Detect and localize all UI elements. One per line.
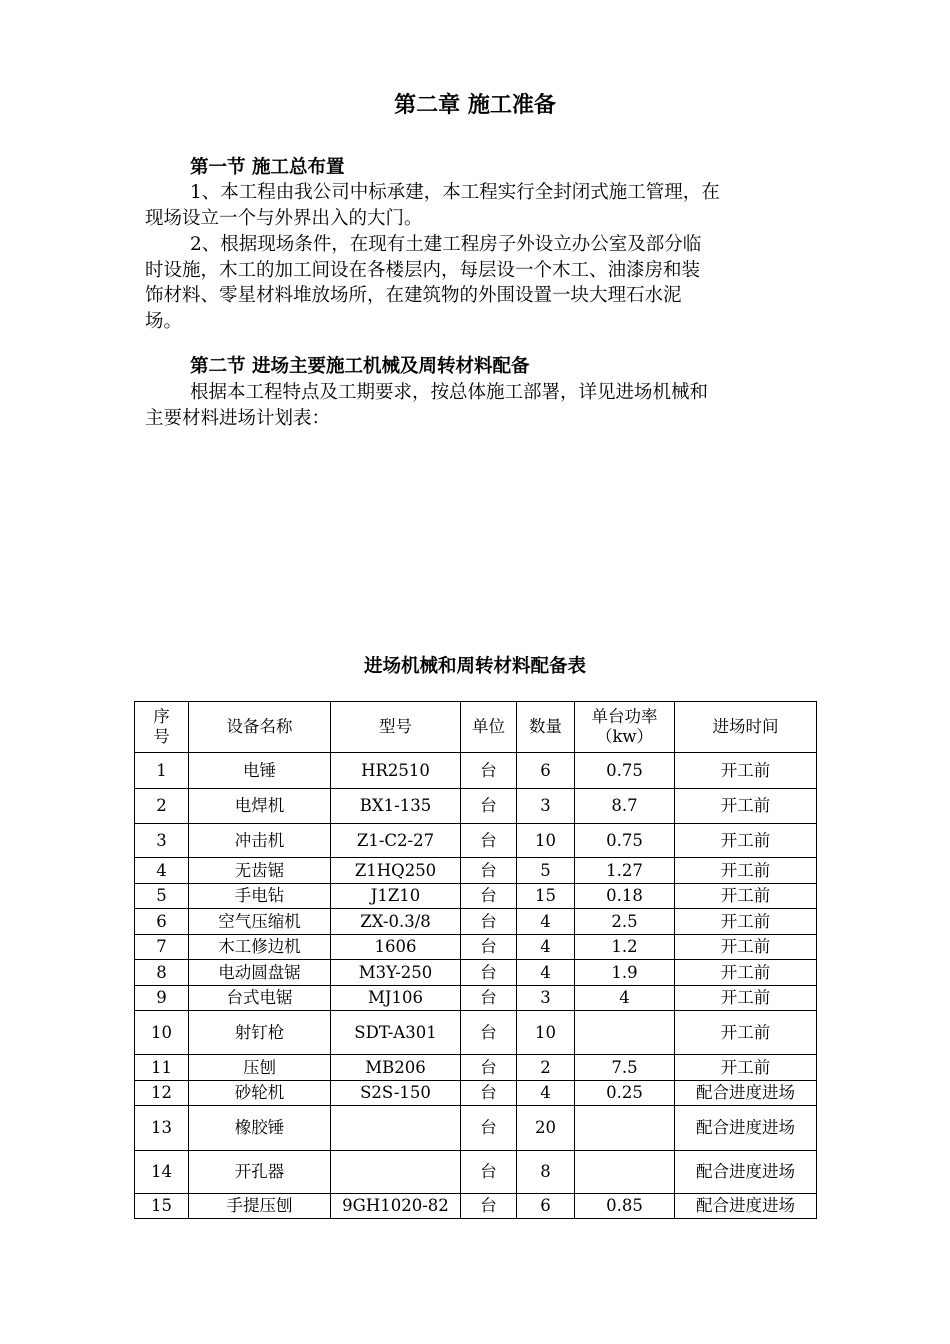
cell-model: ZX-0.3/8 [331, 909, 461, 935]
cell-index: 7 [135, 935, 189, 960]
header-quantity: 数量 [517, 702, 575, 753]
table-row [135, 1194, 817, 1219]
cell-unit: 台 [461, 858, 517, 884]
cell-entry-time: 开工前 [675, 1055, 817, 1081]
cell-entry-time: 开工前 [675, 858, 817, 884]
cell-model: SDT-A301 [331, 1011, 461, 1055]
section1-line-4: 时设施，木工的加工间设在各楼层内，每层设一个木工、油漆房和装 [145, 260, 701, 281]
cell-entry-time: 开工前 [675, 884, 817, 909]
table-row [135, 1151, 817, 1194]
table-row [135, 1081, 817, 1106]
cell-quantity: 15 [517, 884, 575, 909]
cell-power: 0.85 [575, 1194, 675, 1219]
cell-quantity: 4 [517, 935, 575, 960]
cell-name: 手提压刨 [189, 1194, 331, 1219]
table-row [135, 824, 817, 858]
cell-model: MJ106 [331, 986, 461, 1011]
cell-name: 射钉枪 [189, 1011, 331, 1055]
cell-unit: 台 [461, 824, 517, 858]
cell-power: 0.25 [575, 1081, 675, 1106]
cell-index: 10 [135, 1011, 189, 1055]
header-index: 序号 [135, 702, 189, 753]
cell-index: 5 [135, 884, 189, 909]
cell-quantity: 20 [517, 1106, 575, 1151]
cell-index: 12 [135, 1081, 189, 1106]
cell-unit: 台 [461, 960, 517, 986]
cell-model: Z1HQ250 [331, 858, 461, 884]
cell-name: 台式电锯 [189, 986, 331, 1011]
cell-quantity: 4 [517, 960, 575, 986]
table-row [135, 1106, 817, 1151]
cell-quantity: 2 [517, 1055, 575, 1081]
cell-entry-time: 配合进度进场 [675, 1081, 817, 1106]
cell-unit: 台 [461, 753, 517, 789]
cell-unit: 台 [461, 1106, 517, 1151]
cell-name: 空气压缩机 [189, 909, 331, 935]
cell-model: 1606 [331, 935, 461, 960]
cell-name: 开孔器 [189, 1151, 331, 1194]
cell-entry-time: 开工前 [675, 909, 817, 935]
cell-entry-time: 开工前 [675, 986, 817, 1011]
header-power: 单台功率（kw） [575, 702, 675, 753]
table-row [135, 1055, 817, 1081]
cell-index: 6 [135, 909, 189, 935]
cell-unit: 台 [461, 884, 517, 909]
cell-quantity: 6 [517, 753, 575, 789]
section1-heading: 第一节 施工总布置 [190, 157, 345, 178]
cell-entry-time: 开工前 [675, 1011, 817, 1055]
cell-quantity: 5 [517, 858, 575, 884]
cell-name: 压刨 [189, 1055, 331, 1081]
table-row [135, 753, 817, 789]
cell-unit: 台 [461, 789, 517, 824]
section2-line-2: 主要材料进场计划表： [145, 408, 331, 429]
section2-heading: 第二节 进场主要施工机械及周转材料配备 [190, 356, 530, 377]
equipment-table [134, 701, 817, 1219]
cell-name: 橡胶锤 [189, 1106, 331, 1151]
cell-unit: 台 [461, 909, 517, 935]
table-row [135, 909, 817, 935]
section2-line-1: 根据本工程特点及工期要求，按总体施工部署，详见进场机械和 [190, 382, 709, 403]
table-row [135, 935, 817, 960]
cell-power: 2.5 [575, 909, 675, 935]
cell-quantity: 4 [517, 909, 575, 935]
cell-index: 14 [135, 1151, 189, 1194]
chapter-title: 第二章 施工准备 [394, 93, 556, 118]
cell-name: 电动圆盘锯 [189, 960, 331, 986]
cell-index: 1 [135, 753, 189, 789]
cell-model: Z1-C2-27 [331, 824, 461, 858]
cell-power: 7.5 [575, 1055, 675, 1081]
table-row [135, 1011, 817, 1055]
cell-name: 木工修边机 [189, 935, 331, 960]
cell-quantity: 6 [517, 1194, 575, 1219]
cell-entry-time: 配合进度进场 [675, 1106, 817, 1151]
cell-quantity: 3 [517, 789, 575, 824]
section1-line-2: 现场设立一个与外界出入的大门。 [145, 208, 423, 229]
cell-power [575, 1011, 675, 1055]
cell-power [575, 1106, 675, 1151]
cell-quantity: 10 [517, 824, 575, 858]
cell-model: MB206 [331, 1055, 461, 1081]
cell-name: 电焊机 [189, 789, 331, 824]
cell-entry-time: 开工前 [675, 960, 817, 986]
section1-line-6: 场。 [145, 311, 183, 332]
cell-model: M3Y-250 [331, 960, 461, 986]
table-row [135, 960, 817, 986]
cell-unit: 台 [461, 1081, 517, 1106]
cell-power: 8.7 [575, 789, 675, 824]
cell-name: 砂轮机 [189, 1081, 331, 1106]
cell-unit: 台 [461, 1055, 517, 1081]
cell-unit: 台 [461, 935, 517, 960]
cell-quantity: 10 [517, 1011, 575, 1055]
cell-index: 8 [135, 960, 189, 986]
cell-power: 1.9 [575, 960, 675, 986]
cell-quantity: 4 [517, 1081, 575, 1106]
cell-index: 2 [135, 789, 189, 824]
cell-power: 0.75 [575, 824, 675, 858]
cell-model [331, 1151, 461, 1194]
table-title: 进场机械和周转材料配备表 [363, 656, 586, 677]
cell-index: 15 [135, 1194, 189, 1219]
cell-index: 13 [135, 1106, 189, 1151]
cell-power [575, 1151, 675, 1194]
cell-index: 4 [135, 858, 189, 884]
cell-power: 4 [575, 986, 675, 1011]
cell-quantity: 8 [517, 1151, 575, 1194]
section1-line-1: 1、本工程由我公司中标承建，本工程实行全封闭式施工管理，在 [190, 182, 720, 203]
cell-entry-time: 开工前 [675, 824, 817, 858]
cell-entry-time: 配合进度进场 [675, 1194, 817, 1219]
table-row [135, 789, 817, 824]
cell-quantity: 3 [517, 986, 575, 1011]
cell-model: HR2510 [331, 753, 461, 789]
cell-entry-time: 开工前 [675, 935, 817, 960]
cell-name: 无齿锯 [189, 858, 331, 884]
section1-line-3: 2、根据现场条件，在现有土建工程房子外设立办公室及部分临 [190, 234, 702, 255]
cell-model: S2S-150 [331, 1081, 461, 1106]
cell-model [331, 1106, 461, 1151]
table-row [135, 884, 817, 909]
cell-name: 电锤 [189, 753, 331, 789]
table-row [135, 858, 817, 884]
header-name: 设备名称 [189, 702, 331, 753]
header-entry-time: 进场时间 [675, 702, 817, 753]
cell-power: 1.27 [575, 858, 675, 884]
cell-unit: 台 [461, 1011, 517, 1055]
cell-model: 9GH1020-82 [331, 1194, 461, 1219]
cell-index: 9 [135, 986, 189, 1011]
cell-name: 冲击机 [189, 824, 331, 858]
cell-unit: 台 [461, 1151, 517, 1194]
cell-unit: 台 [461, 1194, 517, 1219]
cell-power: 0.75 [575, 753, 675, 789]
header-model: 型号 [331, 702, 461, 753]
cell-power: 1.2 [575, 935, 675, 960]
cell-name: 手电钻 [189, 884, 331, 909]
cell-power: 0.18 [575, 884, 675, 909]
cell-index: 3 [135, 824, 189, 858]
cell-entry-time: 配合进度进场 [675, 1151, 817, 1194]
table-row [135, 986, 817, 1011]
section1-line-5: 饰材料、零星材料堆放场所，在建筑物的外围设置一块大理石水泥 [145, 285, 682, 306]
cell-index: 11 [135, 1055, 189, 1081]
table-header-row [135, 702, 817, 753]
cell-unit: 台 [461, 986, 517, 1011]
cell-model: BX1-135 [331, 789, 461, 824]
cell-model: J1Z10 [331, 884, 461, 909]
cell-entry-time: 开工前 [675, 789, 817, 824]
cell-entry-time: 开工前 [675, 753, 817, 789]
header-unit: 单位 [461, 702, 517, 753]
